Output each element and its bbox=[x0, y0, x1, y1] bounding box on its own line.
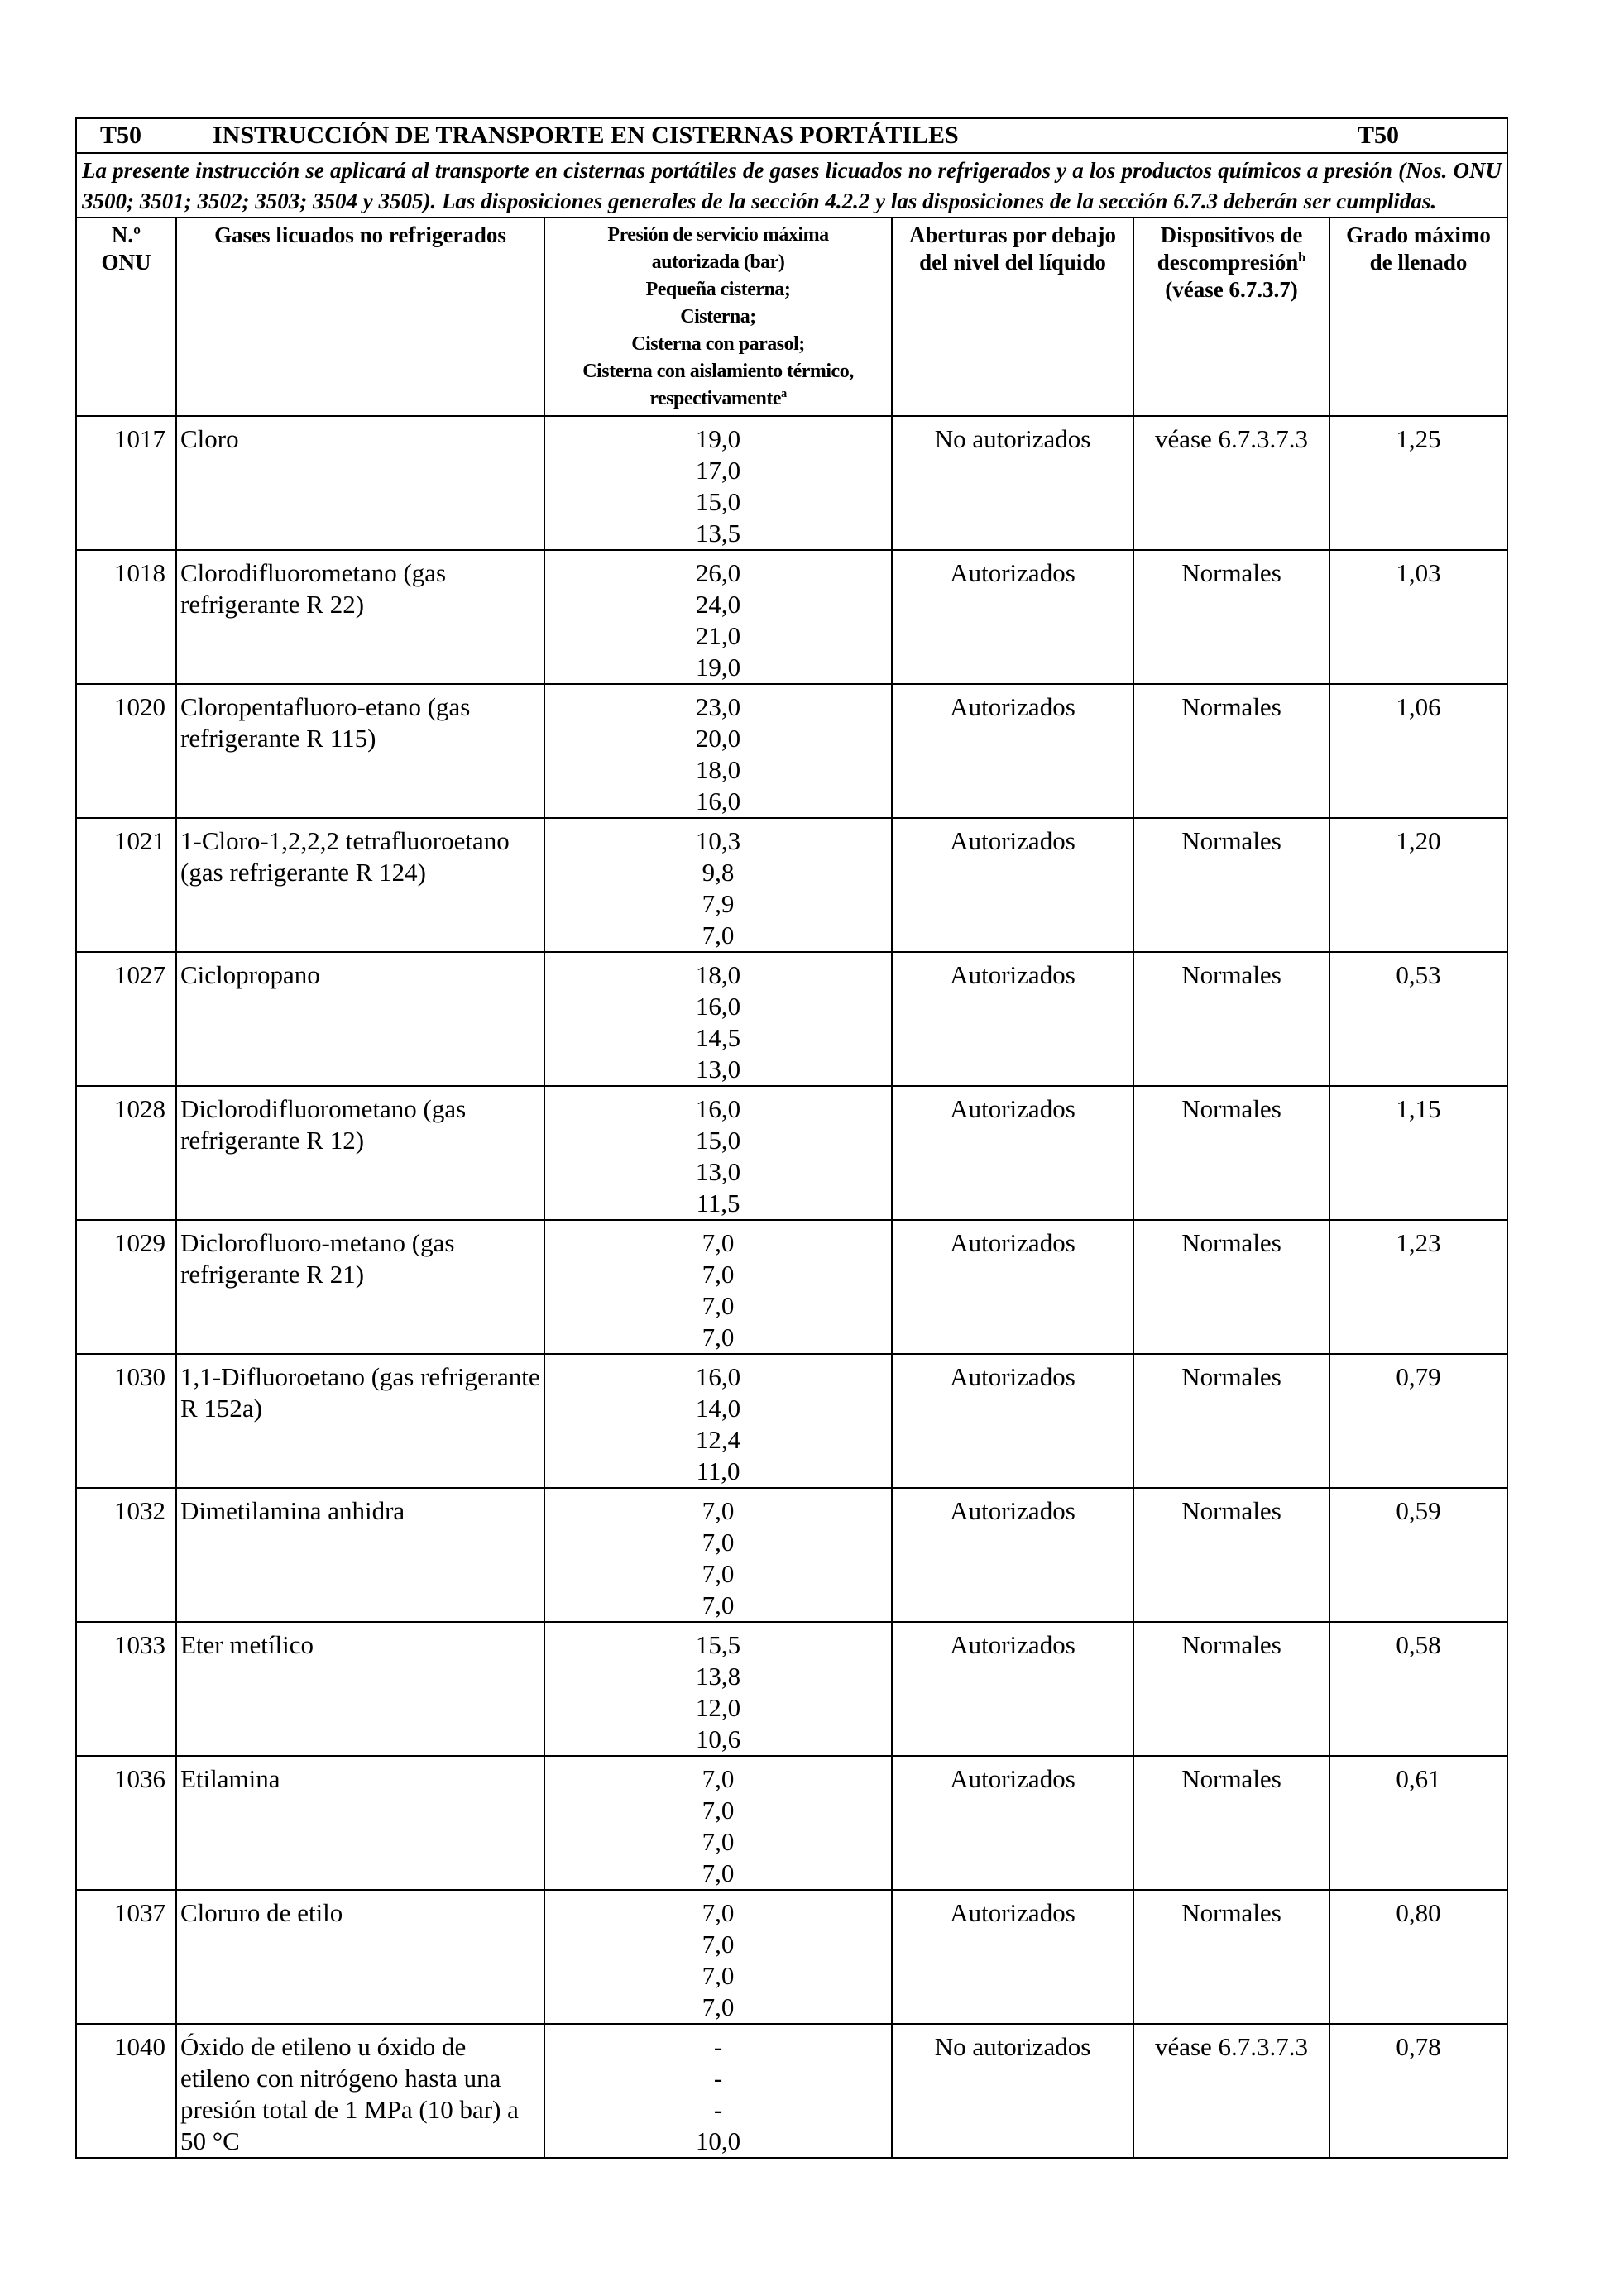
openings: Autorizados bbox=[892, 818, 1133, 952]
onu-number: 1020 bbox=[76, 684, 176, 818]
pressure-values: 7,0 7,0 7,0 7,0 bbox=[544, 1220, 892, 1354]
onu-number: 1027 bbox=[76, 952, 176, 1086]
relief-devices: Normales bbox=[1133, 1488, 1329, 1622]
openings: No autorizados bbox=[892, 416, 1133, 550]
pressure-values: 7,0 7,0 7,0 7,0 bbox=[544, 1488, 892, 1622]
page-title: INSTRUCCIÓN DE TRANSPORTE EN CISTERNAS PORTÁTILES bbox=[213, 122, 959, 149]
relief-devices: Normales bbox=[1133, 1756, 1329, 1890]
onu-number: 1040 bbox=[76, 2024, 176, 2158]
table-row bbox=[76, 1354, 1507, 1488]
fill-degree: 0,78 bbox=[1329, 2024, 1507, 2158]
footnote-b: b bbox=[1298, 250, 1306, 265]
pressure-values: 26,0 24,0 21,0 19,0 bbox=[544, 550, 892, 684]
fill-degree: 1,20 bbox=[1329, 818, 1507, 952]
onu-number: 1018 bbox=[76, 550, 176, 684]
footnote-a: a bbox=[780, 387, 787, 400]
fill-degree: 1,03 bbox=[1329, 550, 1507, 684]
table-row bbox=[76, 952, 1507, 1086]
fill-degree: 0,61 bbox=[1329, 1756, 1507, 1890]
openings: Autorizados bbox=[892, 550, 1133, 684]
onu-number: 1028 bbox=[76, 1086, 176, 1220]
openings: Autorizados bbox=[892, 1220, 1133, 1354]
col-pressure-header: Presión de servicio máxima autorizada (bar) Pequeña cisterna; Cisterna; Cisterna con parasol; Cisterna con aislamiento térmico, respectivamente$^a$ bbox=[544, 218, 892, 416]
t50-table bbox=[75, 117, 1508, 2159]
gas-name: Diclorofluoro-metano (gas refrigerante R 21) bbox=[176, 1220, 544, 1354]
col-fill-header: Grado máximo de llenado bbox=[1329, 218, 1507, 416]
col-gases-header: Gases licuados no refrigerados bbox=[176, 218, 544, 416]
openings: Autorizados bbox=[892, 952, 1133, 1086]
gas-name: Dimetilamina anhidra bbox=[176, 1488, 544, 1622]
relief-devices: Normales bbox=[1133, 818, 1329, 952]
relief-devices: Normales bbox=[1133, 952, 1329, 1086]
column-header-row bbox=[76, 218, 1507, 416]
gas-name: Diclorodifluorometano (gas refrigerante R 12) bbox=[176, 1086, 544, 1220]
gas-name: Cloropentafluoro-etano (gas refrigerante R 115) bbox=[176, 684, 544, 818]
openings: Autorizados bbox=[892, 1756, 1133, 1890]
relief-devices: Normales bbox=[1133, 550, 1329, 684]
onu-number: 1033 bbox=[76, 1622, 176, 1756]
onu-number: 1036 bbox=[76, 1756, 176, 1890]
table-row bbox=[76, 416, 1507, 550]
relief-devices: Normales bbox=[1133, 1086, 1329, 1220]
fill-degree: 1,15 bbox=[1329, 1086, 1507, 1220]
gas-name: Etilamina bbox=[176, 1756, 544, 1890]
gas-name: Clorodifluorometano (gas refrigerante R 22) bbox=[176, 550, 544, 684]
pressure-values: 15,5 13,8 12,0 10,6 bbox=[544, 1622, 892, 1756]
intro-row bbox=[76, 153, 1507, 218]
fill-degree: 0,59 bbox=[1329, 1488, 1507, 1622]
onu-number: 1021 bbox=[76, 818, 176, 952]
openings: Autorizados bbox=[892, 1354, 1133, 1488]
relief-devices: Normales bbox=[1133, 1622, 1329, 1756]
onu-number: 1032 bbox=[76, 1488, 176, 1622]
relief-devices: Normales bbox=[1133, 1354, 1329, 1488]
fill-degree: 0,58 bbox=[1329, 1622, 1507, 1756]
fill-degree: 1,23 bbox=[1329, 1220, 1507, 1354]
pressure-values: 16,0 15,0 13,0 11,5 bbox=[544, 1086, 892, 1220]
table-row bbox=[76, 1220, 1507, 1354]
pressure-values: 7,0 7,0 7,0 7,0 bbox=[544, 1756, 892, 1890]
pressure-values: 10,3 9,8 7,9 7,0 bbox=[544, 818, 892, 952]
openings: No autorizados bbox=[892, 2024, 1133, 2158]
fill-degree: 0,80 bbox=[1329, 1890, 1507, 2024]
onu-number: 1037 bbox=[76, 1890, 176, 2024]
pressure-values: 19,0 17,0 15,0 13,5 bbox=[544, 416, 892, 550]
col-openings-header: Aberturas por debajo del nivel del líquido bbox=[892, 218, 1133, 416]
pressure-values: 16,0 14,0 12,4 11,0 bbox=[544, 1354, 892, 1488]
table-row bbox=[76, 1622, 1507, 1756]
gas-name: 1-Cloro-1,2,2,2 tetrafluoroetano (gas refrigerante R 124) bbox=[176, 818, 544, 952]
table-row bbox=[76, 2024, 1507, 2158]
fill-degree: 0,53 bbox=[1329, 952, 1507, 1086]
gas-name: Cloro bbox=[176, 416, 544, 550]
title-cell bbox=[76, 118, 1507, 153]
table-row bbox=[76, 1488, 1507, 1622]
gas-name: Eter metílico bbox=[176, 1622, 544, 1756]
gas-name: 1,1-Difluoroetano (gas refrigerante R 152a) bbox=[176, 1354, 544, 1488]
pressure-values: 23,0 20,0 18,0 16,0 bbox=[544, 684, 892, 818]
openings: Autorizados bbox=[892, 1890, 1133, 2024]
fill-degree: 1,06 bbox=[1329, 684, 1507, 818]
onu-number: 1029 bbox=[76, 1220, 176, 1354]
gas-name: Óxido de etileno u óxido de etileno con nitrógeno hasta una presión total de 1 MPa (10 bar) a 50 °C bbox=[176, 2024, 544, 2158]
title-row bbox=[76, 118, 1507, 153]
col-devices-header: Dispositivos de descompresión$^b$ (véase 6.7.3.7) bbox=[1133, 218, 1329, 416]
fill-degree: 1,25 bbox=[1329, 416, 1507, 550]
onu-number: 1017 bbox=[76, 416, 176, 550]
table-row bbox=[76, 1086, 1507, 1220]
pressure-values: - - - 10,0 bbox=[544, 2024, 892, 2158]
openings: Autorizados bbox=[892, 684, 1133, 818]
table-row bbox=[76, 550, 1507, 684]
openings: Autorizados bbox=[892, 1086, 1133, 1220]
intro-text: La presente instrucción se aplicará al transporte en cisternas portátiles de gases licuados no refrigerados y a los productos químicos a presión (Nos. ONU 3500; 3501; 3502; 3503; 3504 y 3505). Las disposiciones generales de la sección 4.2.2 y las disposiciones de la sección 6.7.3 deberán ser cumplidas. bbox=[76, 153, 1507, 218]
table-row bbox=[76, 818, 1507, 952]
pressure-values: 7,0 7,0 7,0 7,0 bbox=[544, 1890, 892, 2024]
openings: Autorizados bbox=[892, 1622, 1133, 1756]
relief-devices: véase 6.7.3.7.3 bbox=[1133, 2024, 1329, 2158]
pressure-values: 18,0 16,0 14,5 13,0 bbox=[544, 952, 892, 1086]
table-row bbox=[76, 684, 1507, 818]
relief-devices: Normales bbox=[1133, 684, 1329, 818]
openings: Autorizados bbox=[892, 1488, 1133, 1622]
table-row bbox=[76, 1756, 1507, 1890]
gas-name: Ciclopropano bbox=[176, 952, 544, 1086]
table-row bbox=[76, 1890, 1507, 2024]
relief-devices: Normales bbox=[1133, 1220, 1329, 1354]
relief-devices: Normales bbox=[1133, 1890, 1329, 2024]
code-right: T50 bbox=[1358, 122, 1400, 149]
code-left: T50 bbox=[100, 122, 142, 149]
onu-number: 1030 bbox=[76, 1354, 176, 1488]
gas-name: Cloruro de etilo bbox=[176, 1890, 544, 2024]
fill-degree: 0,79 bbox=[1329, 1354, 1507, 1488]
col-onu-header: N.º ONU bbox=[76, 218, 176, 416]
relief-devices: véase 6.7.3.7.3 bbox=[1133, 416, 1329, 550]
